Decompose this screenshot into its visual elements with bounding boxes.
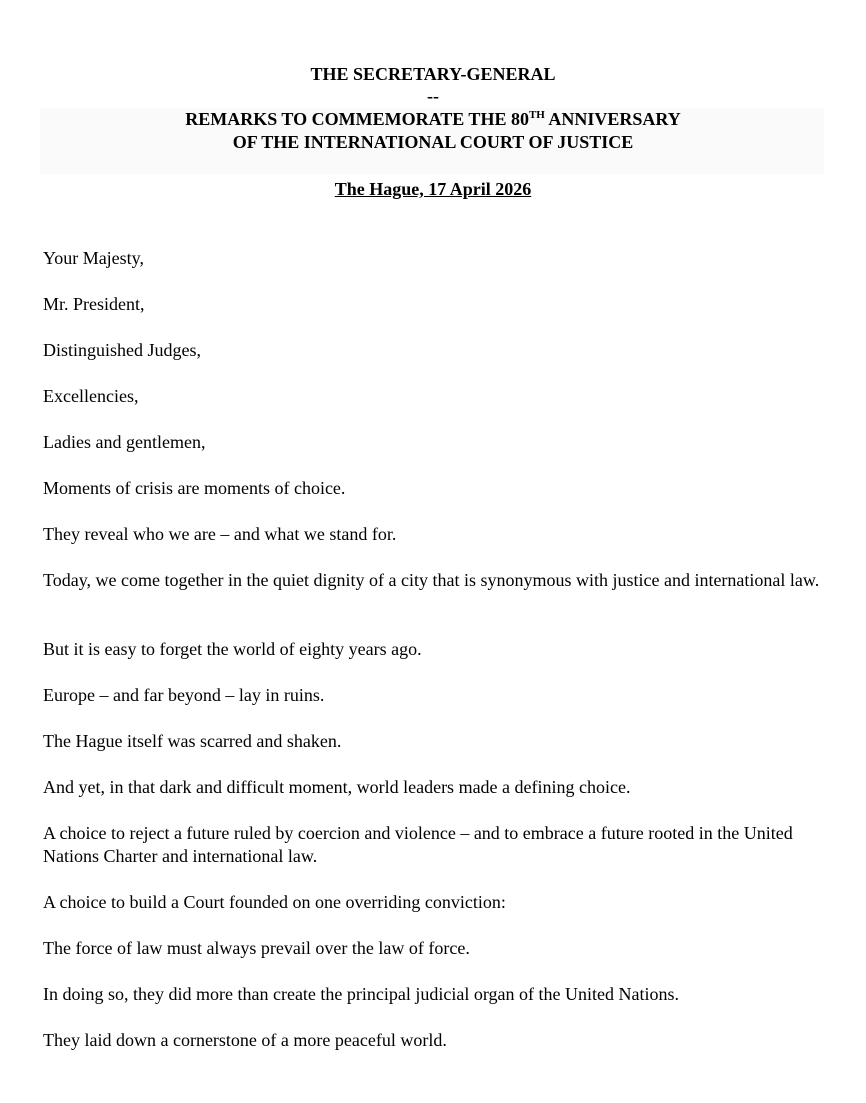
paragraph: Ladies and gentlemen, [43, 432, 206, 452]
paragraph: Mr. President, [43, 294, 145, 314]
title-separator: -- [427, 86, 439, 106]
paragraph: Europe – and far beyond – lay in ruins. [43, 685, 325, 705]
paragraph: Distinguished Judges, [43, 340, 202, 360]
paragraph: Moments of crisis are moments of choice. [43, 478, 346, 498]
paragraph: The force of law must always prevail over the law of force. [43, 938, 470, 958]
paragraph: Your Majesty, [43, 248, 145, 268]
subtitle-text-end: ANNIVERSARY [544, 109, 681, 129]
paragraph: They laid down a cornerstone of a more peaceful world. [43, 1030, 447, 1050]
place-date: The Hague, 17 April 2026 [334, 179, 532, 199]
document-subtitle-line1 [0, 108, 866, 131]
document-title: THE SECRETARY-GENERAL [310, 64, 556, 84]
paragraph: In doing so, they did more than create the principal judicial organ of the United Nations. [43, 984, 679, 1004]
paragraph: They reveal who we are – and what we stand for. [43, 524, 397, 544]
paragraph: And yet, in that dark and difficult moment, world leaders made a defining choice. [43, 777, 631, 797]
paragraph: The Hague itself was scarred and shaken. [43, 731, 342, 751]
ordinal-superscript: TH [528, 109, 545, 121]
paragraph: A choice to reject a future ruled by coercion and violence – and to embrace a future rooted in the United Nations Charter and international law. [43, 823, 793, 866]
paragraph: A choice to build a Court founded on one overriding conviction: [43, 892, 506, 912]
subtitle-text: REMARKS TO COMMEMORATE THE 80 [185, 109, 529, 129]
paragraph: Today, we come together in the quiet dignity of a city that is synonymous with justice and international law. [43, 570, 820, 590]
paragraph: Excellencies, [43, 386, 139, 406]
paragraph: But it is easy to forget the world of eighty years ago. [43, 639, 422, 659]
document-subtitle-line2: OF THE INTERNATIONAL COURT OF JUSTICE [232, 132, 634, 152]
